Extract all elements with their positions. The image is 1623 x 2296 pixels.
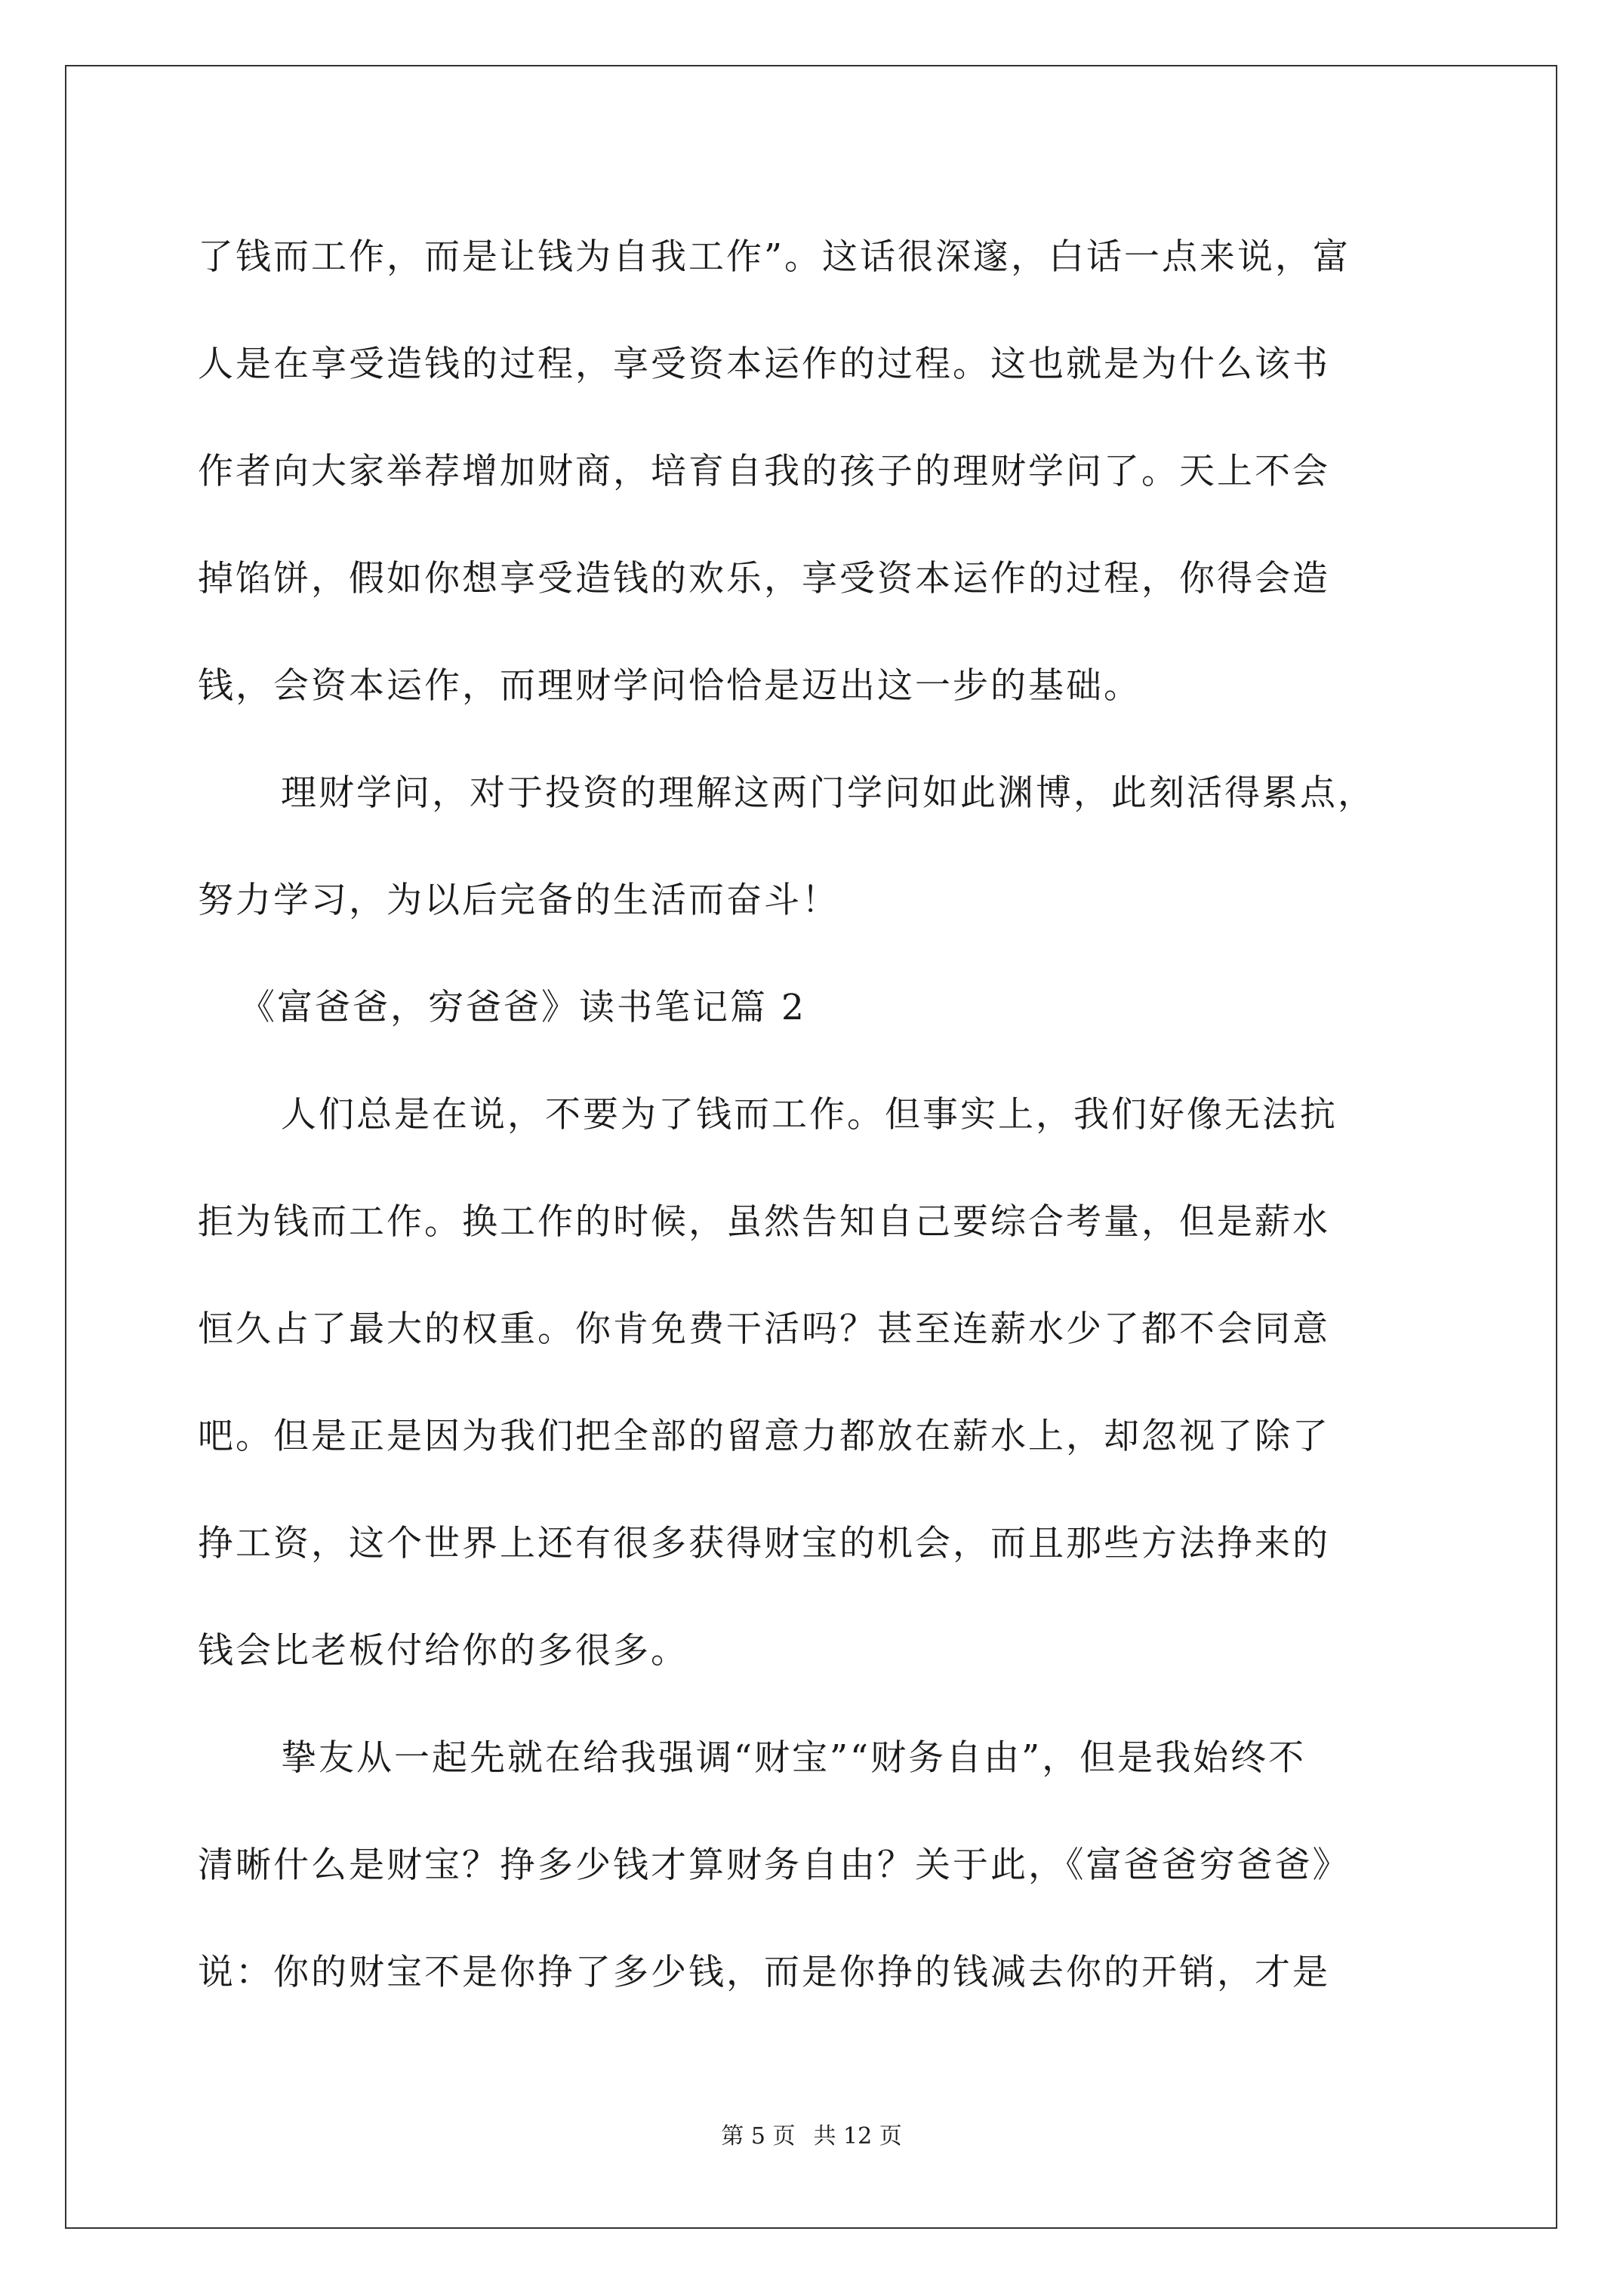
text-line: 掉馅饼，假如你想享受造钱的欢乐，享受资本运作的过程，你得会造 [198,558,1330,599]
page-total: 共 12 页 [813,2123,902,2150]
document-body [198,204,1436,2026]
text-line: 恒久占了最大的权重。你肯免费干活吗？甚至连薪水少了都不会同意 [198,1308,1330,1350]
page-number: 第 5 页 [721,2123,796,2150]
text-line: 作者向大家举荐增加财商，培育自我的孩子的理财学问了。天上不会 [198,451,1330,492]
text-line: 说：你的财宝不是你挣了多少钱，而是你挣的钱减去你的开销，才是 [198,1952,1330,1993]
text-line: 努力学习，为以后完备的生活而奋斗！ [198,880,839,921]
text-line: 人是在享受造钱的过程，享受资本运作的过程。这也就是为什么该书 [198,344,1330,385]
text-line: 吧。但是正是因为我们把全部的留意力都放在薪水上，却忽视了除了 [198,1416,1330,1457]
section-heading: 《富爸爸，穷爸爸》读书笔记篇 2 [239,987,806,1028]
text-line: 了钱而工作，而是让钱为自我工作”。这话很深邃，白话一点来说，富 [198,236,1351,278]
paragraph-start-line: 人们总是在说，不要为了钱而工作。但事实上，我们好像无法抗 [281,1094,1338,1136]
text-line: 拒为钱而工作。换工作的时候，虽然告知自己要综合考量，但是薪水 [198,1201,1330,1243]
paragraph-start-line: 理财学问，对于投资的理解这两门学问如此渊博，此刻活得累点， [281,772,1375,814]
text-line: 清晰什么是财宝？挣多少钱才算财务自由？关于此，《富爸爸穷爸爸》 [198,1845,1350,1886]
text-line: 钱会比老板付给你的多很多。 [198,1630,688,1672]
text-line: 钱，会资本运作，而理财学问恰恰是迈出这一步的基础。 [198,665,1141,707]
text-line: 挣工资，这个世界上还有很多获得财宝的机会，而且那些方法挣来的 [198,1523,1330,1564]
page-footer [0,2122,1623,2152]
paragraph-start-line: 挚友从一起先就在给我强调“财宝”“财务自由”，但是我始终不 [281,1737,1307,1779]
